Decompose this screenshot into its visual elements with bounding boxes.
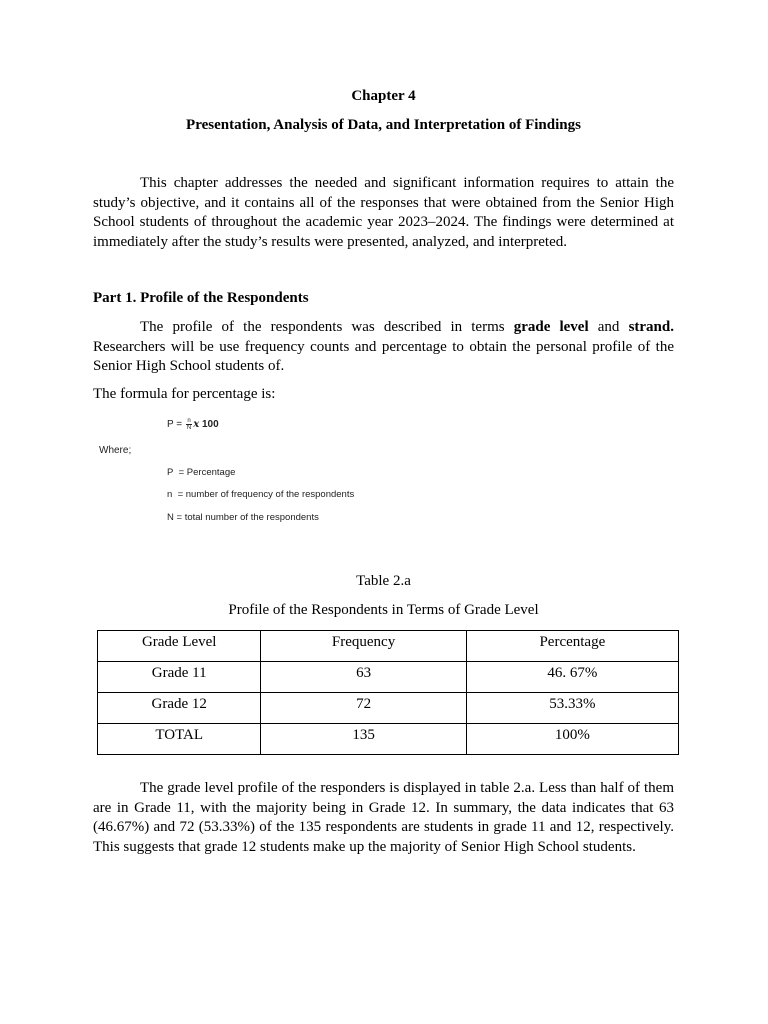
cell-grade: Grade 11 — [98, 662, 261, 693]
cell-grade: TOTAL — [98, 724, 261, 755]
formula-operator: x — [193, 419, 200, 431]
formula-constant: 100 — [201, 419, 219, 431]
chapter-title: Presentation, Analysis of Data, and Interpretation of Findings — [186, 117, 581, 133]
formula-lhs: P = — [167, 419, 183, 431]
header-percentage: Percentage — [466, 631, 678, 662]
chapter-number: Chapter 4 — [351, 88, 416, 104]
table-caption: Table 2.a — [356, 573, 411, 589]
definition-symbol: P — [167, 467, 174, 478]
table-total-row — [98, 724, 679, 755]
table-row — [98, 662, 679, 693]
definition-symbol: n — [167, 489, 173, 500]
profile-paragraph-lead: The profile of the respondents was described in terms — [140, 319, 514, 335]
table-title: Profile of the Respondents in Terms of Grade Level — [228, 602, 539, 618]
definition-total-n — [167, 512, 319, 523]
table-header-row — [98, 631, 679, 662]
profile-paragraph-rest: Researchers will be use frequency counts and percentage to obtain the personal profile of the Senior High School students of. — [93, 338, 674, 375]
header-grade-level: Grade Level — [98, 631, 261, 662]
definition-text: = number of frequency of the respondents — [177, 489, 355, 500]
where-label: Where; — [99, 445, 132, 456]
grade-level-table — [97, 630, 679, 755]
definition-n — [167, 489, 354, 500]
definition-symbol: N — [167, 512, 174, 523]
formula-numerator: n — [187, 418, 191, 424]
cell-grade: Grade 12 — [98, 693, 261, 724]
cell-frequency: 63 — [261, 662, 466, 693]
summary-paragraph: The grade level profile of the responders is displayed in table 2.a. Less than half of them are in Grade 11, with the majority being in Grade 12. In summary, the data indicates that 63 (46.67%) and 72 (53.33%) of the 135 respondents are students in grade 11 and 12, respectively. This suggests that grade 12 students make up the majority of Senior High School students. — [93, 780, 674, 855]
cell-percentage: 53.33% — [466, 693, 678, 724]
definition-p — [167, 467, 235, 478]
cell-percentage: 46. 67% — [466, 662, 678, 693]
formula-denominator: N — [186, 425, 192, 431]
profile-paragraph-and: and — [588, 319, 629, 335]
formula-intro: The formula for percentage is: — [93, 386, 276, 402]
definition-text: = Percentage — [178, 467, 236, 478]
part-1-heading: Part 1. Profile of the Respondents — [93, 290, 309, 306]
cell-frequency: 135 — [261, 724, 466, 755]
formula-fraction — [186, 418, 192, 431]
table-row — [98, 693, 679, 724]
definition-text: = total number of the respondents — [176, 512, 319, 523]
bold-term-grade-level: grade level — [513, 319, 589, 335]
bold-term-strand: strand. — [628, 319, 674, 335]
intro-paragraph: This chapter addresses the needed and significant information requires to attain the study’s objective, and it contains all of the responses that were obtained from the Senior High School students of throughout the academic year 2023–2024. The findings were determined at immediately after the study’s results were presented, analyzed, and interpreted. — [93, 175, 674, 250]
profile-paragraph — [93, 318, 674, 377]
cell-percentage: 100% — [466, 724, 678, 755]
cell-frequency: 72 — [261, 693, 466, 724]
header-frequency: Frequency — [261, 631, 466, 662]
percentage-formula — [167, 418, 219, 431]
